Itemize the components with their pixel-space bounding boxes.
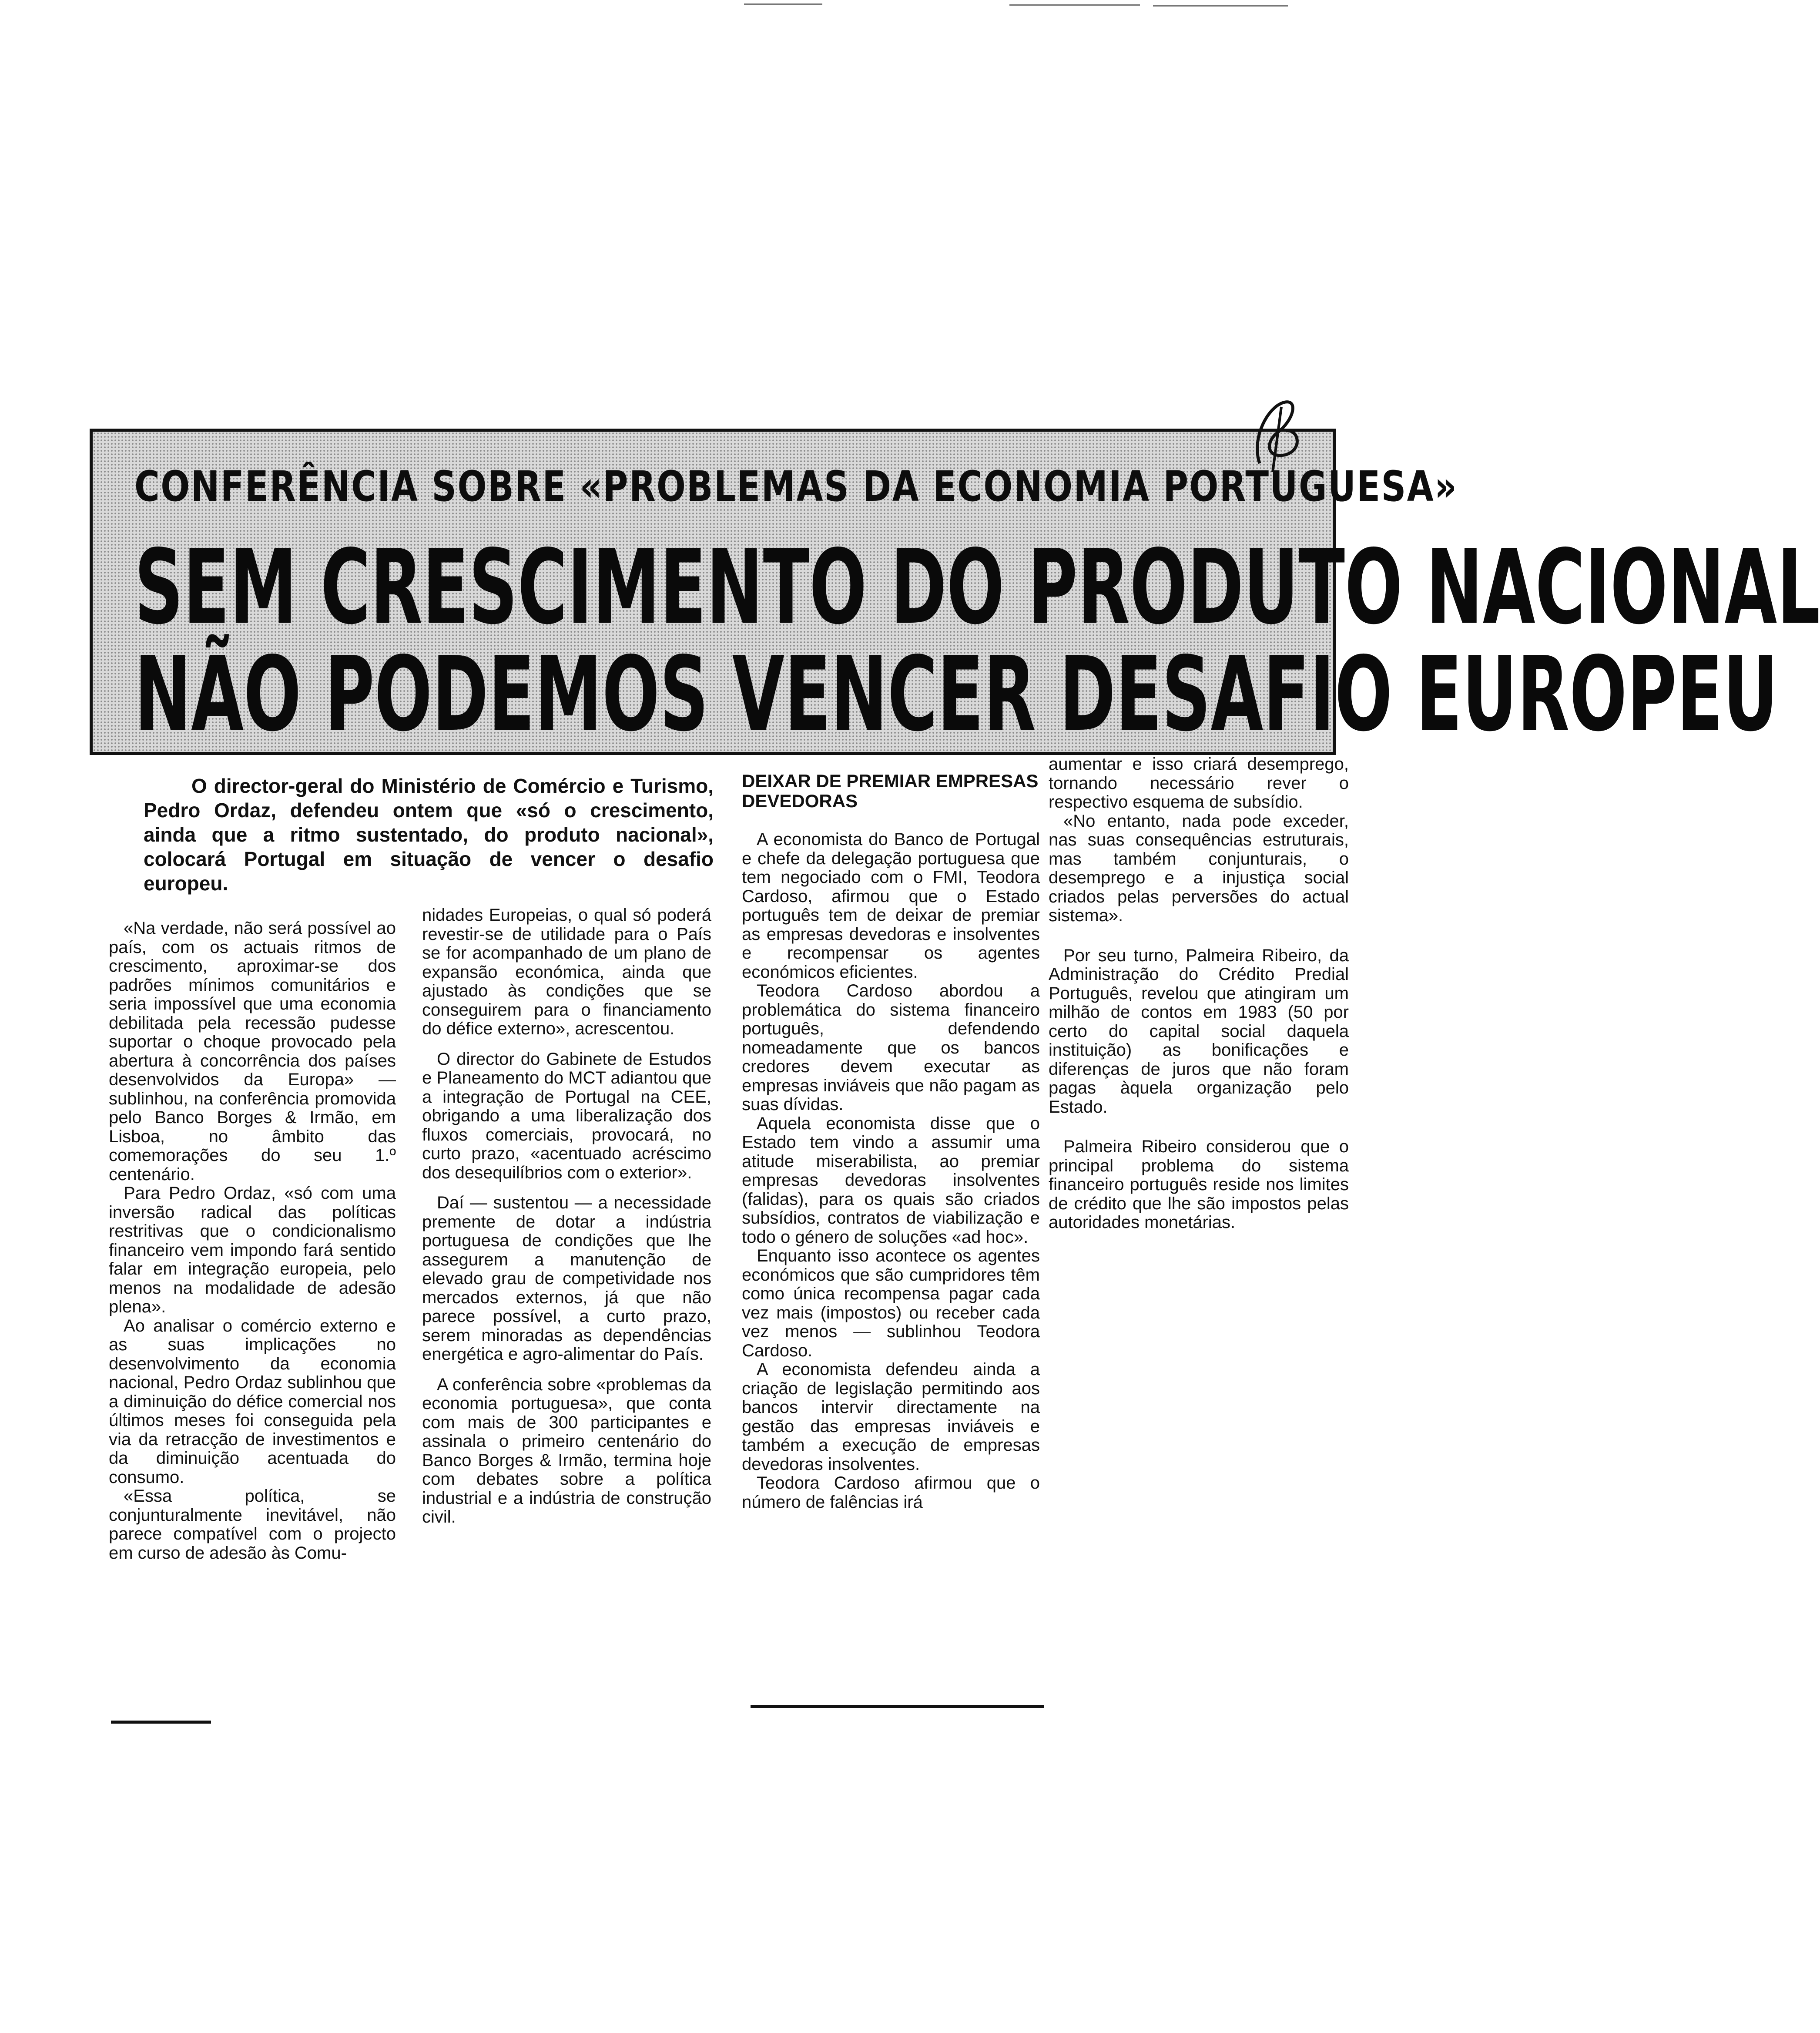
article-column-4 [1049,755,1349,1232]
paragraph: Palmeira Ribeiro considerou que o principal problema do sistema financeiro português reside nos limites de crédito que lhe são impostos pelas autoridades monetárias. [1049,1137,1349,1232]
paragraph: A conferência sobre «problemas da economia portuguesa», que conta com mais de 300 participantes e assinala o primeiro centenário do Banco Borges & Irmão, termina hoje com debates sobre a política industrial e a indústria de construção civil. [422,1375,711,1526]
paragraph: Daí — sustentou — a necessidade premente de dotar a indústria portuguesa de condições que lhe assegurem a manutenção de elevado grau de competividade nos mercados externos, já que não parece possível, a curto prazo, serem minoradas as dependências energética e agro-alimentar do País. [422,1193,711,1364]
top-margin-line [1153,5,1288,7]
paragraph: A economista defendeu ainda a criação de legislação permitindo aos bancos intervir directamente na gestão das empresas inviáveis e também a execução de empresas devedoras insolventes. [742,1360,1040,1474]
article-column-2 [422,906,711,1527]
subheading: DEIXAR DE PREMIAR EMPRESAS DEVEDORAS [742,771,1039,811]
paragraph: Teodora Cardoso abordou a problemática do sistema financeiro português, defendendo nomeadamente que os bancos credores devem executar as empresas inviáveis que não pagam as suas dívidas. [742,981,1040,1114]
paragraph: Por seu turno, Palmeira Ribeiro, da Administração do Crédito Predial Português, revelou que atingiram um milhão de contos em 1983 (50 por certo do capital social daquela instituição) as bonificações e diferenças de juros que não foram pagas àquela organização pelo Estado. [1049,946,1349,1117]
top-margin-line [744,3,822,5]
lead-paragraph: O director-geral do Ministério de Comércio e Turismo, Pedro Ordaz, defendeu ontem que «só o crescimento, ainda que a ritmo sustentado, do produto nacional», colocará Portugal em situação de vencer o desafio europeu. [144,775,714,895]
column-end-rule [111,1721,211,1724]
paragraph: Teodora Cardoso afirmou que o número de falências irá [742,1473,1040,1512]
headline-box [90,429,1820,755]
paragraph: O director do Gabinete de Estudos e Planeamento do MCT adiantou que a integração de Portugal na CEE, obrigando a uma liberalização dos fluxos comerciais, provocará, no curto prazo, «acentuado acréscimo dos desequilíbrios com o exterior». [422,1049,711,1182]
headline-line-1: SEM CRESCIMENTO DO PRODUTO NACIONAL [134,527,1820,647]
paragraph: nidades Europeias, o qual só poderá revestir-se de utilidade para o País se for acompanhado de um plano de expansão económica, ainda que ajustado às condições que se conseguirem para o financiamento do défice externo», acrescentou. [422,906,711,1038]
paragraph: A economista do Banco de Portugal e chefe da delegação portuguesa que tem negociado com o FMI, Teodora Cardoso, afirmou que o Estado português tem de deixar de premiar as empresas devedoras e insolventes e recompensar os agentes económicos eficientes. [742,830,1040,982]
paragraph: Para Pedro Ordaz, «só com uma inversão radical das políticas restritivas que o condicionalismo financeiro vem impondo fará sentido falar em integração europeia, pelo menos na modalidade de adesão plena». [109,1184,396,1316]
article-column-1 [109,919,396,1563]
column-end-rule [751,1705,1044,1708]
paragraph: «Na verdade, não será possível ao país, com os actuais ritmos de crescimento, aproximar-se dos padrões mínimos comunitários e seria impossível que uma economia debilitada pela recessão pudesse suportar o choque provocado pela abertura à concorrência dos países desenvolvidos da Europa» — sublinhou, na conferência promovida pelo Banco Borges & Irmão, em Lisboa, no âmbito das comemorações do seu 1.º centenário. [109,919,396,1184]
paragraph: Aquela economista disse que o Estado tem vindo a assumir uma atitude miserabilista, ao premiar empresas devedoras insolventes (falidas), para os quais são criados subsídios, contratos de viabilização e todo o género de soluções «ad hoc». [742,1114,1040,1247]
headline-line-2: NÃO PODEMOS VENCER DESAFIO EUROPEU [134,634,1778,754]
paragraph: «Essa política, se conjunturalmente inevitável, não parece compatível com o projecto em curso de adesão às Comu- [109,1486,396,1563]
kicker: CONFERÊNCIA SOBRE «PROBLEMAS DA ECONOMIA PORTUGUESA» [134,462,1458,511]
handwritten-mark [1242,394,1307,481]
top-margin-line [1009,4,1140,6]
paragraph: Enquanto isso acontece os agentes económicos que são cumpridores têm como única recompensa pagar cada vez mais (impostos) ou receber cada vez menos — sublinhou Teodora Cardoso. [742,1246,1040,1360]
paragraph: «No entanto, nada pode exceder, nas suas consequências estruturais, mas também conjunturais, o desemprego e a injustiça social criados pelas perversões do actual sistema». [1049,811,1349,925]
paragraph: aumentar e isso criará desemprego, tornando necessário rever o respectivo esquema de subsídio. [1049,755,1349,812]
paragraph: Ao analisar o comércio externo e as suas implicações no desenvolvimento da economia nacional, Pedro Ordaz sublinhou que a diminuição do défice comercial nos últimos meses foi conseguida pela via da retracção de investimentos e da diminuição acentuada do consumo. [109,1316,396,1487]
article-column-3 [742,771,1040,1512]
